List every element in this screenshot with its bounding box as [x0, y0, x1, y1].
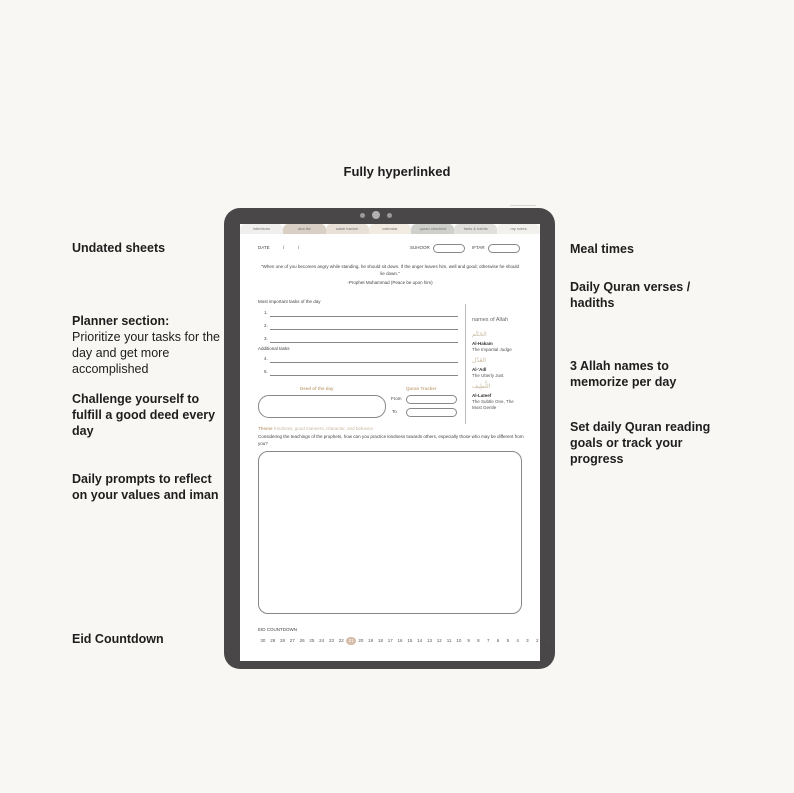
countdown-day[interactable]: 17	[387, 638, 393, 643]
callout-quran: Set daily Quran reading goals or track your progress	[570, 420, 711, 466]
countdown-day[interactable]: 18	[377, 638, 383, 643]
countdown-day[interactable]: 25	[309, 638, 315, 643]
name-english-3: Al-Lateef	[472, 393, 492, 398]
planner-page	[240, 224, 549, 661]
name-meaning-3: The Subtle One, The Most Gentle	[472, 399, 514, 410]
countdown-day[interactable]: 3	[526, 638, 529, 643]
countdown-day[interactable]: 16	[397, 638, 403, 643]
task-line-4[interactable]	[270, 362, 458, 363]
countdown-day[interactable]: 4	[516, 638, 519, 643]
name-english-2: Al-'Adl	[472, 367, 487, 372]
tablet-frame	[224, 208, 555, 669]
camera-lens	[372, 211, 380, 219]
names-title: names of Allah	[472, 317, 509, 323]
task-line-1[interactable]	[270, 316, 458, 317]
callout-planner-body: Prioritize your tasks for the day and get more accomplished	[72, 330, 220, 376]
suhoor-field[interactable]	[433, 244, 465, 253]
quran-title: Quran Tracker	[406, 386, 437, 391]
countdown-day[interactable]: 19	[368, 638, 374, 643]
callout-prompts: Daily prompts to reflect on your values and iman	[72, 472, 219, 502]
countdown-day[interactable]: 15	[407, 638, 413, 643]
countdown-day[interactable]: 11	[446, 638, 452, 643]
callout-undated: Undated sheets	[72, 241, 166, 255]
callout-meal: Meal times	[570, 242, 634, 256]
callout-planner-title: Planner section:	[72, 314, 170, 328]
tab-intentions[interactable]: intentions	[240, 224, 283, 234]
name-arabic-3: اللَّطِيف	[472, 383, 491, 390]
hadith-source: -Prophet Muhammad (Peace be upon him)	[347, 280, 433, 285]
task-line-3[interactable]	[270, 342, 458, 343]
to-label: To	[392, 409, 397, 414]
countdown-day[interactable]: 20	[358, 638, 364, 643]
countdown-day[interactable]: 22	[338, 638, 344, 643]
tab-dua-list[interactable]: dua list	[283, 224, 326, 234]
countdown-day[interactable]: 13	[426, 638, 432, 643]
countdown-row	[258, 637, 552, 645]
from-field[interactable]	[406, 395, 457, 404]
theme-row	[258, 426, 373, 431]
countdown-day[interactable]: 28	[279, 638, 285, 643]
task-number: 3.	[264, 336, 268, 341]
countdown-day[interactable]: 2	[535, 638, 539, 643]
countdown-day[interactable]: 24	[319, 638, 325, 643]
from-label: From	[391, 396, 402, 401]
countdown-day[interactable]: 6	[496, 638, 500, 643]
countdown-day[interactable]: 14	[417, 638, 423, 643]
task-number: 2.	[264, 323, 268, 328]
task-number: 4.	[264, 356, 268, 361]
theme-label: Theme	[258, 426, 273, 431]
name-arabic-2: العَدْل	[472, 357, 486, 364]
tab-salah-tracker[interactable]: salah tracker	[326, 224, 369, 234]
countdown-day[interactable]: 29	[270, 638, 276, 643]
countdown-day[interactable]: 27	[289, 638, 295, 643]
countdown-day[interactable]: 21	[346, 637, 356, 645]
tab-calendar[interactable]: calendar	[369, 224, 412, 234]
task-line-2[interactable]	[270, 329, 458, 330]
task-number: 5.	[264, 369, 268, 374]
iftar-field[interactable]	[488, 244, 520, 253]
callout-planner	[72, 313, 226, 377]
countdown-day[interactable]: 10	[456, 638, 462, 643]
iftar-label: IFTAR	[472, 245, 485, 250]
tab-quran-checklist[interactable]: quran checklist	[411, 224, 454, 234]
countdown-day[interactable]: 12	[436, 638, 442, 643]
countdown-day[interactable]: 1	[545, 638, 549, 643]
date-label: DATE	[258, 245, 270, 250]
callout-verses: Daily Quran verses / hadiths	[570, 280, 691, 310]
additional-title: Additional tasks	[258, 346, 290, 351]
header-caption: Fully hyperlinked	[343, 164, 451, 179]
callout-names: 3 Allah names to memorize per day	[570, 359, 677, 389]
background-divider	[510, 205, 536, 206]
date-separator-2: /	[298, 245, 300, 250]
tasks-title: Most important tasks of the day	[258, 299, 321, 304]
tab-bar	[240, 224, 540, 234]
hadith-text: "When one of you becomes angry while standing, he should sit down. If the anger leaves him, well and good; otherwise he should lie down."	[260, 264, 519, 276]
callout-deed: Challenge yourself to fulfill a good deed every day	[72, 392, 216, 438]
task-line-5[interactable]	[270, 375, 458, 376]
countdown-day[interactable]: 8	[477, 638, 480, 643]
countdown-day[interactable]: 7	[486, 638, 490, 643]
task-number: 1.	[264, 310, 268, 315]
name-meaning-2: The Utterly Just	[472, 373, 504, 378]
tab-fasts-habits[interactable]: fasts & habits	[454, 224, 497, 234]
reflection-box[interactable]	[258, 451, 522, 614]
camera-dot-right	[387, 213, 392, 218]
countdown-day[interactable]: 9	[467, 638, 470, 643]
prompt-text: Considering the teachings of the prophets, how can you practice kindness towards others, especially those who may be different from you?	[258, 434, 524, 446]
name-meaning-1: The Impartial Judge	[472, 347, 512, 352]
name-english-1: Al-Hakam	[472, 341, 493, 346]
countdown-day[interactable]: 26	[299, 638, 305, 643]
to-field[interactable]	[406, 408, 457, 417]
deed-field[interactable]	[258, 395, 386, 418]
names-divider	[465, 304, 466, 424]
theme-text: Kindness, good manners, character, and behavior	[273, 426, 374, 431]
suhoor-label: SUHOOR	[410, 245, 430, 250]
countdown-day[interactable]: 30	[260, 638, 266, 643]
tab-my-notes[interactable]: my notes	[497, 224, 540, 234]
name-arabic-1: الحَكَم	[472, 331, 487, 338]
deed-title: Deed of the day	[300, 386, 334, 391]
camera-dot-left	[360, 213, 365, 218]
date-separator-1: /	[283, 245, 285, 250]
callout-eid: Eid Countdown	[72, 632, 164, 646]
countdown-label: EID COUNTDOWN	[258, 627, 297, 632]
countdown-day[interactable]: 23	[328, 638, 334, 643]
countdown-day[interactable]: 5	[506, 638, 510, 643]
